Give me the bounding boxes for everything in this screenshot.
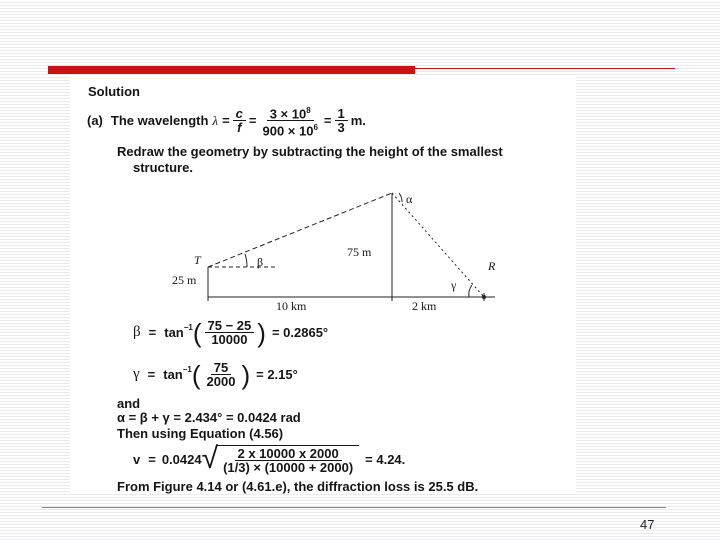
unit: m.: [350, 113, 366, 129]
then-line: Then using Equation (4.56): [117, 426, 284, 441]
alpha-label: α: [406, 192, 413, 206]
left-paren: (: [191, 359, 201, 390]
function-name: tan: [163, 367, 183, 382]
numerator: 2 x 10000 x 2000: [235, 447, 342, 461]
wavelength-intro: The wavelength: [110, 113, 209, 129]
title-accent-bar: [48, 66, 415, 74]
distance-2-label: 2 km: [412, 299, 437, 313]
v-symbol: v: [133, 451, 141, 467]
beta-equation: [133, 319, 328, 346]
denominator: 10000: [211, 332, 248, 347]
v-result: = 4.24.: [365, 451, 406, 467]
function-exponent: −1: [183, 323, 193, 332]
radical-sign: √: [201, 442, 219, 475]
distance-1-label: 10 km: [276, 299, 307, 313]
gamma-symbol: γ: [133, 366, 140, 382]
denominator: 3: [337, 120, 345, 136]
c-symbol: c: [233, 107, 246, 121]
transmitter-label: T: [194, 253, 201, 267]
gamma-equation: [133, 361, 298, 388]
numerator: 75: [211, 361, 231, 375]
v-fraction: [220, 447, 356, 474]
coefficient: 0.0424: [161, 451, 202, 467]
receiver-label: R: [488, 259, 496, 273]
square-root: [202, 444, 360, 474]
gamma-arc: [469, 285, 472, 297]
slide-content: [70, 76, 576, 493]
equals-sign: =: [147, 367, 156, 382]
numerator: 3 × 10: [269, 106, 307, 122]
rx-ray: [392, 193, 484, 297]
beta-symbol: β: [133, 324, 141, 340]
and-text: and: [117, 396, 141, 411]
gamma-result: = 2.15°: [256, 367, 298, 382]
gamma-label: γ: [451, 278, 457, 292]
part-label: (a): [87, 113, 103, 129]
gamma-fraction: [204, 361, 239, 388]
solution-heading: Solution: [88, 84, 140, 99]
equals-sign: =: [148, 325, 157, 340]
denominator: 900 × 10: [262, 123, 314, 139]
obstacle-height-label: 75 m: [347, 245, 372, 259]
alpha-sum-line: α = β + γ = 2.434° = 0.0424 rad: [117, 410, 301, 425]
page-number: 47: [640, 517, 655, 532]
left-paren: (: [192, 317, 202, 348]
conclusion-line: From Figure 4.14 or (4.61.e), the diffraction loss is 25.5 dB.: [117, 479, 479, 494]
exponent: 8: [306, 106, 311, 115]
function-exponent: −1: [182, 365, 192, 374]
v-equation: [133, 444, 405, 474]
denominator: (1/3) × (10000 + 2000): [223, 459, 354, 475]
geometry-diagram: [70, 76, 576, 316]
denominator: 2000: [206, 374, 236, 389]
right-paren: ): [241, 359, 251, 390]
equals-sign: =: [148, 451, 156, 467]
redraw-line-1: Redraw the geometry by subtracting the height of the smallest: [117, 144, 503, 159]
beta-result: = 0.2865°: [271, 325, 329, 340]
numerator: 1: [335, 107, 348, 121]
exponent: 6: [313, 123, 318, 133]
right-paren: ): [257, 317, 266, 348]
beta-fraction: [205, 319, 255, 346]
f-symbol: f: [237, 120, 242, 136]
numerator: 75 − 25: [205, 319, 255, 333]
alpha-arc: [399, 193, 402, 202]
beta-arc: [245, 254, 247, 267]
equals-sign: =: [248, 113, 257, 129]
tx-height-label: 25 m: [172, 273, 197, 287]
footer-line: [42, 507, 666, 508]
equals-sign: =: [222, 113, 230, 129]
title-accent-line: [415, 68, 675, 69]
redraw-line-2: structure.: [133, 160, 193, 175]
lambda-symbol: λ: [212, 112, 219, 128]
beta-label: β: [257, 255, 264, 269]
equals-sign: =: [323, 113, 332, 129]
function-name: tan: [164, 325, 184, 340]
